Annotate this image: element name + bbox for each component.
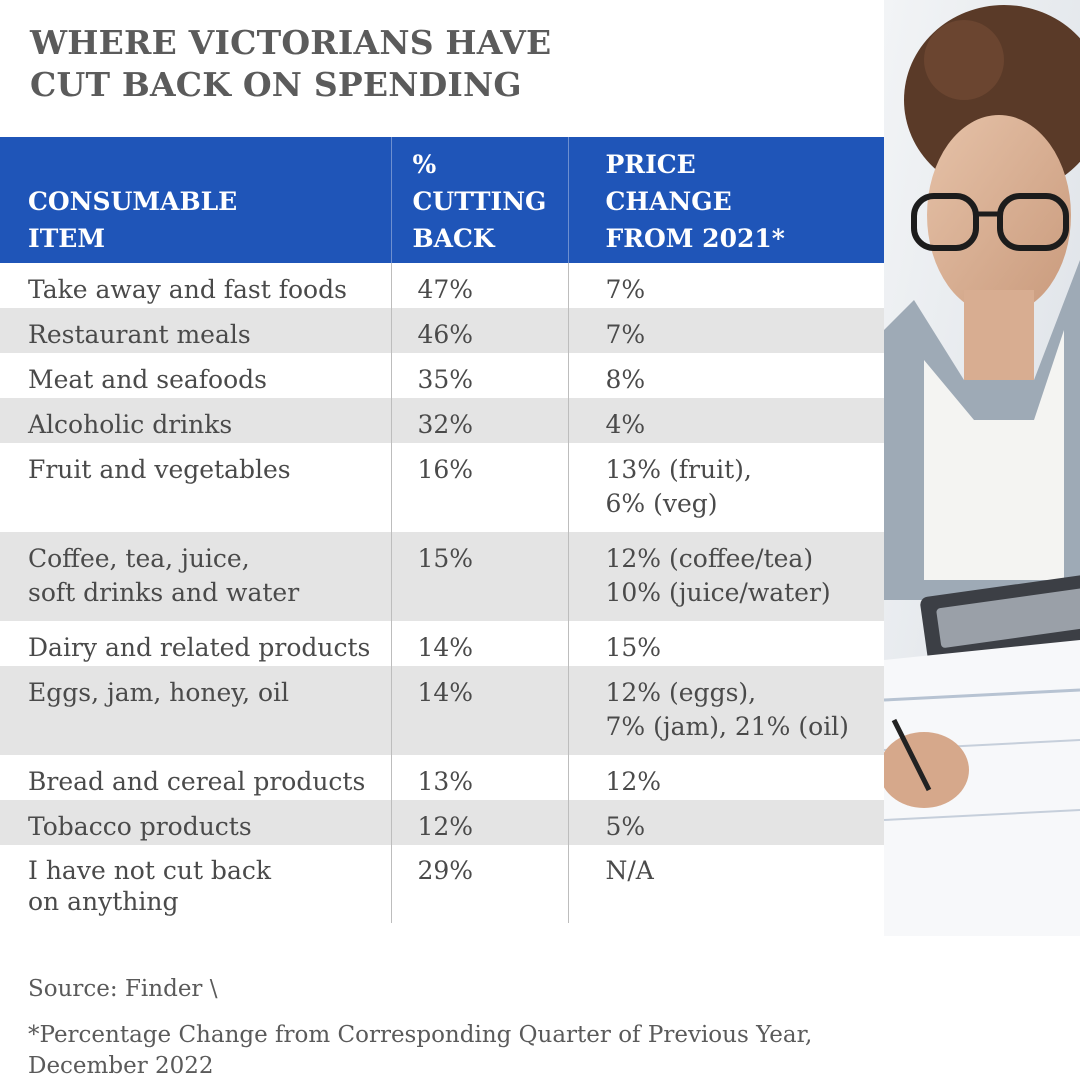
table-row <box>0 755 884 800</box>
item-cell: Coffee, tea, juice, soft drinks and water <box>0 532 391 621</box>
table-row <box>0 621 884 666</box>
table-row <box>0 532 884 621</box>
price-cell: 13% (fruit), 6% (veg) <box>568 443 884 532</box>
item-cell: Restaurant meals <box>0 308 391 353</box>
item-cell: Bread and cereal products <box>28 767 366 796</box>
source-note: Source: Finder \ <box>28 976 218 1002</box>
table-row <box>0 666 884 755</box>
table-header-row <box>0 137 884 263</box>
cutting-cell: 12% <box>391 800 568 845</box>
page-title <box>30 22 551 106</box>
header-consumable-item: CONSUMABLE ITEM <box>0 137 391 263</box>
item-cell: Eggs, jam, honey, oil <box>0 666 391 755</box>
price-cell: 7% <box>568 308 884 353</box>
table-row <box>0 845 884 923</box>
spending-table <box>0 137 884 923</box>
footnote: *Percentage Change from Corresponding Quarter of Previous Year, December 2022 <box>28 1022 813 1079</box>
table-row <box>0 443 884 532</box>
cutting-cell: 13% <box>391 755 568 800</box>
title-line-2: CUT BACK ON SPENDING <box>30 65 522 104</box>
cutting-cell: 15% <box>391 532 568 621</box>
price-cell: 12% <box>568 755 884 800</box>
price-cell: N/A <box>568 845 884 923</box>
cutting-cell: 35% <box>391 353 568 398</box>
woman-with-calculator-photo <box>884 0 1080 936</box>
cutting-cell: 16% <box>391 443 568 532</box>
item-cell: Take away and fast foods <box>28 275 347 304</box>
cutting-cell: 46% <box>391 308 568 353</box>
title-line-1: WHERE VICTORIANS HAVE <box>30 23 552 62</box>
table-row <box>0 308 884 353</box>
cutting-cell: 14% <box>391 666 568 755</box>
item-cell: Fruit and vegetables <box>28 455 291 484</box>
header-price-change: PRICE CHANGE FROM 2021* <box>568 137 884 263</box>
price-cell: 12% (coffee/tea) 10% (juice/water) <box>568 532 884 621</box>
header-percent-cutting-back: % CUTTING BACK <box>391 137 568 263</box>
table-row <box>0 800 884 845</box>
item-cell: Tobacco products <box>0 800 391 845</box>
price-cell: 4% <box>568 398 884 443</box>
price-cell: 15% <box>568 621 884 666</box>
cutting-cell: 29% <box>391 845 568 923</box>
table-row <box>0 353 884 398</box>
item-cell: I have not cut back on anything <box>28 856 271 916</box>
price-cell: 8% <box>568 353 884 398</box>
item-cell: Alcoholic drinks <box>0 398 391 443</box>
item-cell: Meat and seafoods <box>28 365 267 394</box>
price-cell: 12% (eggs), 7% (jam), 21% (oil) <box>568 666 884 755</box>
table-row <box>0 398 884 443</box>
cutting-cell: 47% <box>391 263 568 308</box>
price-cell: 5% <box>568 800 884 845</box>
cutting-cell: 14% <box>391 621 568 666</box>
price-cell: 7% <box>568 263 884 308</box>
item-cell: Dairy and related products <box>28 633 371 662</box>
table-row <box>0 263 884 308</box>
cutting-cell: 32% <box>391 398 568 443</box>
